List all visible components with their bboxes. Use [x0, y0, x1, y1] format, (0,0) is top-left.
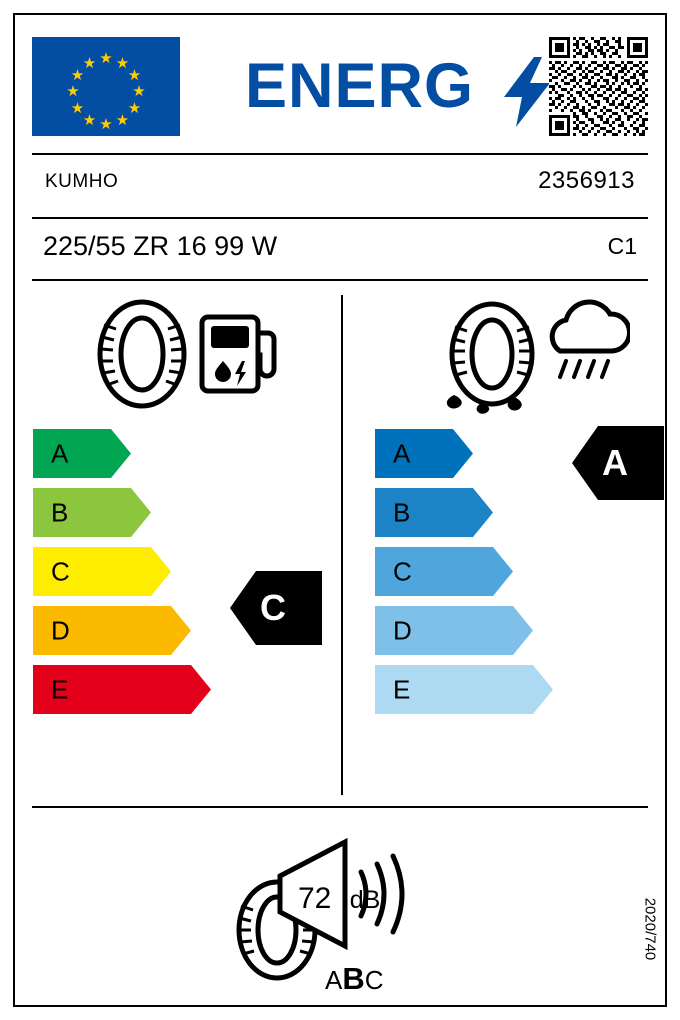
energ-wordmark: ENERG — [245, 51, 475, 121]
tyre-size-designation: 225/55 ZR 16 99 W — [43, 231, 278, 261]
wet-class-b — [375, 488, 595, 537]
noise-class-a: A — [325, 965, 343, 995]
wet-class-a — [375, 429, 595, 478]
fuel-class-e — [33, 665, 253, 714]
wet-class-e — [375, 665, 595, 714]
date-code: 2020/740 — [641, 897, 659, 961]
fuel-class-b-letter: B — [51, 497, 69, 527]
fuel-class-a — [33, 429, 253, 478]
noise-class-b: B — [342, 961, 365, 996]
noise-class-group — [325, 961, 384, 997]
wet-class-c — [375, 547, 595, 596]
wet-class-d — [375, 606, 595, 655]
tyre-size-row — [15, 219, 665, 281]
wet-class-a-letter: A — [393, 438, 411, 468]
wet-class-d-letter: D — [393, 615, 412, 645]
fuel-class-d — [33, 606, 253, 655]
label-header — [15, 15, 665, 150]
tyre-class: C1 — [607, 233, 637, 259]
divider-noise — [32, 806, 648, 808]
fuel-efficiency-scale — [33, 429, 253, 724]
wet-grip-scale — [375, 429, 595, 724]
tyre-icon — [100, 302, 184, 406]
wet-class-c-letter: C — [393, 556, 412, 586]
supplier-row — [15, 155, 665, 217]
fuel-class-c-letter: C — [51, 556, 70, 586]
vertical-divider — [341, 295, 343, 795]
ratings-section — [15, 281, 665, 806]
wet-grip-grade-letter: A — [602, 442, 628, 483]
noise-unit: dB — [349, 886, 381, 914]
wet-class-b-letter: B — [393, 497, 411, 527]
fuel-class-c — [33, 547, 253, 596]
fuel-class-a-letter: A — [51, 438, 69, 468]
date-code-wrap — [641, 869, 659, 989]
fuel-grade-badge — [230, 571, 322, 645]
noise-value-group — [298, 882, 380, 916]
lightning-bolt-icon — [504, 57, 550, 127]
noise-class-c: C — [364, 965, 384, 995]
qr-code — [549, 37, 648, 136]
noise-pictogram — [225, 824, 455, 994]
noise-section — [15, 810, 665, 1007]
fuel-pictogram — [90, 299, 280, 409]
fuel-pump-icon — [202, 317, 274, 391]
fuel-grade-letter: C — [260, 587, 286, 628]
wet-grip-grade-badge — [572, 426, 664, 500]
noise-value: 72 — [298, 882, 332, 915]
fuel-class-b — [33, 488, 253, 537]
wet-class-e-letter: E — [393, 674, 411, 704]
eu-flag: ★ ★ ★ ★ ★ ★ ★ ★ ★ ★ ★ ★ — [32, 37, 180, 136]
energy-label-card — [13, 13, 667, 1007]
wet-grip-pictogram — [430, 299, 630, 414]
fuel-class-e-letter: E — [51, 674, 69, 704]
supplier-name: KUMHO — [45, 171, 119, 192]
rain-cloud-icon — [552, 302, 629, 377]
type-identifier: 2356913 — [538, 167, 635, 194]
fuel-class-d-letter: D — [51, 615, 70, 645]
tyre-splash-icon — [447, 304, 532, 414]
